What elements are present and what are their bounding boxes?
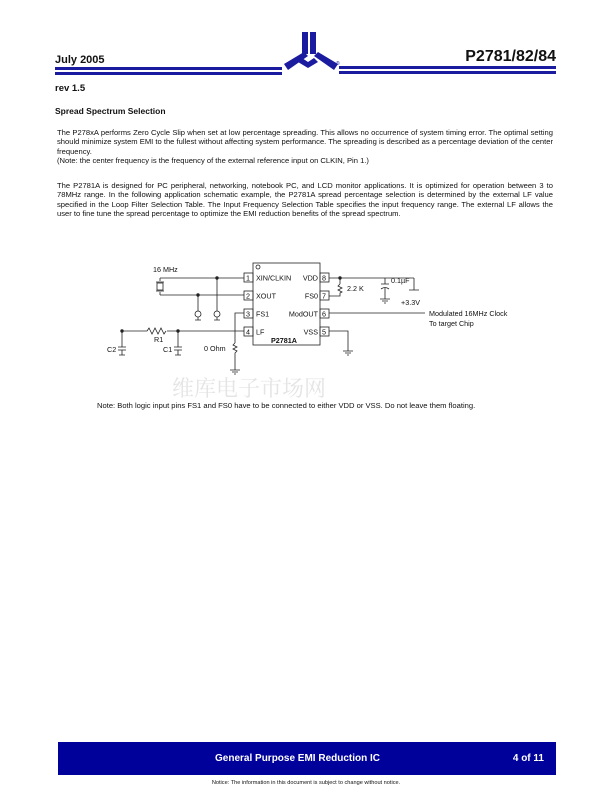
svg-text:XOUT: XOUT — [256, 291, 276, 301]
watermark: 维库电子市场网 — [172, 376, 327, 401]
svg-text:0 Ohm: 0 Ohm — [204, 344, 226, 353]
svg-text:5: 5 — [322, 327, 326, 337]
section-title: Spread Spectrum Selection — [55, 106, 166, 116]
svg-text:4: 4 — [246, 327, 250, 337]
svg-text:7: 7 — [322, 291, 326, 301]
paragraph-1: The P278xA performs Zero Cycle Slip when set at low percentage spreading. This allows no occurrence of system timing error. The optimal setting should minimize system EMI to the fullest without affecting system performance. The spreading is described as a percentage deviation of the center frequency. (Note: the center frequency is the frequency of the external reference input on CLKIN, Pin 1.) — [57, 128, 553, 166]
revision: rev 1.5 — [55, 83, 86, 94]
note-text: Note: Both logic input pins FS1 and FS0 have to be connected to either VDD or VSS. Do not leave them floating. — [97, 401, 476, 410]
svg-text:FS0: FS0 — [304, 291, 318, 301]
svg-text:2.2 K: 2.2 K — [347, 284, 364, 293]
paragraph-2: The P2781A is designed for PC peripheral, networking, notebook PC, and LCD monitor applications. It is optimized for operation between 3 to 78MHz range. In the following application schematic example, the P2781A spread percentage selection is determined by the external LF value specified in the Loop Filter Selection Table. The Input Frequency Selection Table specifies the input frequency range. The external LF allows the user to fine tune the spread percentage to optimize the EMI reduction benefits of the spread spectrum. — [57, 181, 553, 219]
svg-text:1: 1 — [246, 273, 250, 283]
svg-text:+3.3V: +3.3V — [401, 298, 420, 307]
svg-text:®: ® — [336, 61, 340, 67]
svg-text:C1: C1 — [163, 345, 173, 354]
page-number: 4 of 11 — [512, 753, 544, 764]
header-part-number: P2781/82/84 — [465, 48, 556, 65]
footer-title: General Purpose EMI Reduction IC — [215, 753, 381, 764]
svg-text:Modulated 16MHz Clock: Modulated 16MHz Clock — [429, 309, 508, 318]
svg-text:6: 6 — [322, 309, 326, 319]
svg-text:0.1µF: 0.1µF — [391, 276, 410, 285]
svg-text:R1: R1 — [154, 335, 164, 344]
svg-text:16 MHz: 16 MHz — [153, 265, 178, 274]
svg-text:XIN/CLKIN: XIN/CLKIN — [256, 273, 292, 283]
svg-text:VSS: VSS — [303, 327, 318, 337]
svg-text:C2: C2 — [107, 345, 117, 354]
svg-text:ModOUT: ModOUT — [288, 309, 318, 319]
svg-text:FS1: FS1 — [256, 309, 270, 319]
svg-text:P2781A: P2781A — [271, 336, 297, 345]
svg-text:To target Chip: To target Chip — [429, 319, 474, 328]
svg-text:8: 8 — [322, 273, 326, 283]
svg-text:VDD: VDD — [302, 273, 318, 283]
svg-text:LF: LF — [256, 327, 265, 337]
header-date: July 2005 — [55, 54, 105, 66]
footer-notice: Notice: The information in this document is subject to change without notice. — [211, 780, 401, 786]
svg-text:3: 3 — [246, 309, 250, 319]
footer-bar — [58, 742, 556, 775]
svg-text:2: 2 — [246, 291, 250, 301]
